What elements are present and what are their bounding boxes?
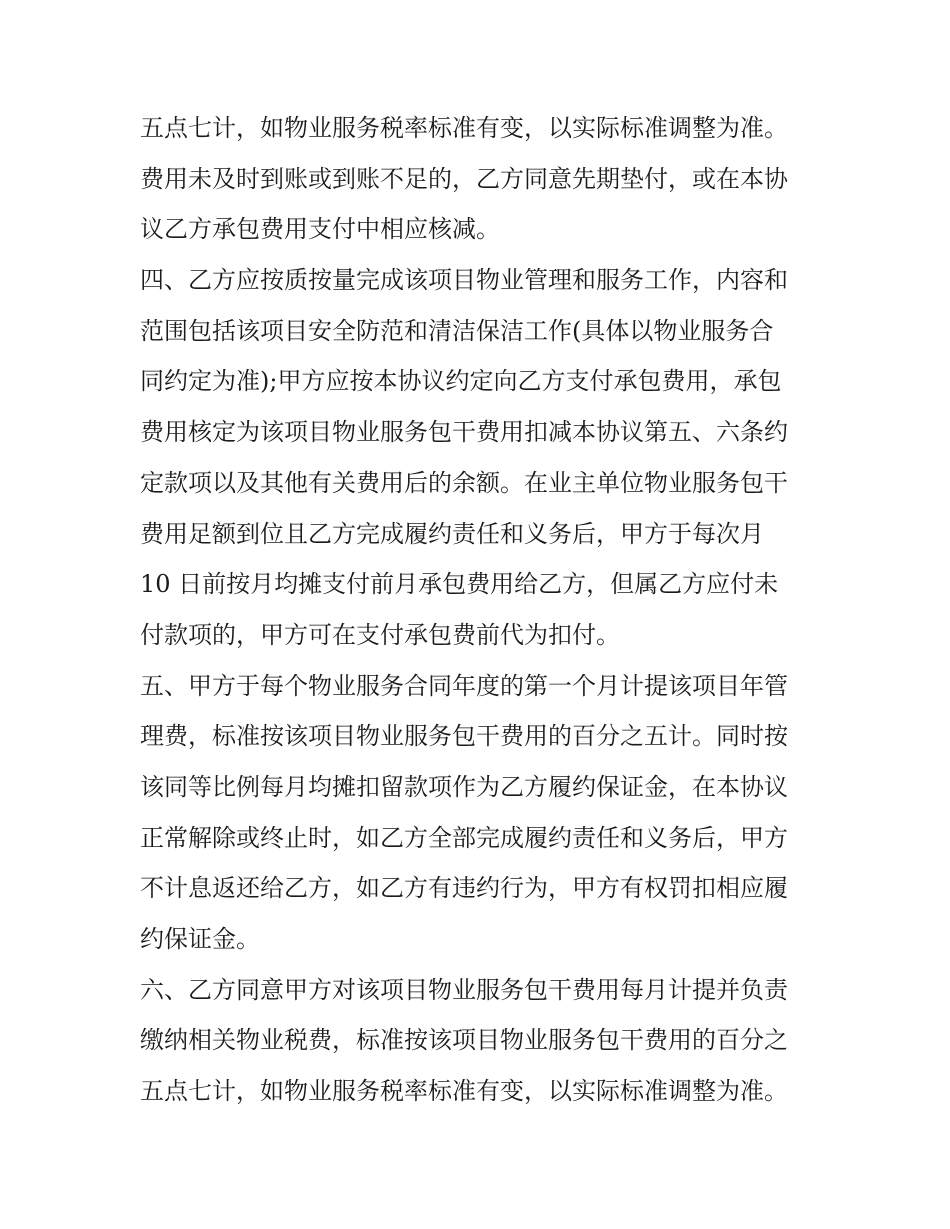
text-line: 缴纳相关物业税费，标准按该项目物业服务包干费用的百分之 — [140, 1026, 788, 1055]
text-line: 约保证金。 — [140, 925, 260, 953]
text-line: 定款项以及其他有关费用后的余额。在业主单位物业服务包干 — [140, 468, 788, 497]
text-line: 四、乙方应按质按量完成该项目物业管理和服务工作，内容和 — [140, 266, 788, 295]
text-line: 六、乙方同意甲方对该项目物业服务包干费用每月计提并负责 — [140, 975, 788, 1004]
text-line: 正常解除或终止时，如乙方全部完成履约责任和义务后，甲方 — [140, 823, 788, 852]
text-line: 同约定为准);甲方应按本协议约定向乙方支付承包费用，承包 — [140, 367, 782, 396]
text-line: 付款项的，甲方可在支付承包费前代为扣付。 — [140, 620, 620, 649]
text-line: 费用核定为该项目物业服务包干费用扣减本协议第五、六条约 — [140, 418, 788, 447]
text-line: 五点七计，如物业服务税率标准有变，以实际标准调整为准。 — [140, 114, 788, 142]
text-line: 该同等比例每月均摊扣留款项作为乙方履约保证金，在本协议 — [140, 772, 788, 801]
text-line: 不计息返还给乙方，如乙方有违约行为，甲方有权罚扣相应履 — [140, 874, 788, 903]
document-body — [140, 103, 820, 1117]
text-line: 五、甲方于每个物业服务合同年度的第一个月计提该项目年管 — [140, 671, 788, 700]
text-line: 五点七计，如物业服务税率标准有变，以实际标准调整为准。 — [140, 1077, 788, 1106]
text-line: 理费，标准按该项目物业服务包干费用的百分之五计。同时按 — [140, 722, 788, 751]
text-line: 范围包括该项目安全防范和清洁保洁工作(具体以物业服务合 — [140, 316, 774, 345]
text-line: 费用未及时到账或到账不足的，乙方同意先期垫付，或在本协 — [140, 164, 788, 193]
text-line: 议乙方承包费用支付中相应核减。 — [140, 215, 500, 244]
text-line: 费用足额到位且乙方完成履约责任和义务后，甲方于每次月 — [140, 519, 764, 548]
text-line: 10 日前按月均摊支付前月承包费用给乙方，但属乙方应付未 — [140, 570, 779, 599]
